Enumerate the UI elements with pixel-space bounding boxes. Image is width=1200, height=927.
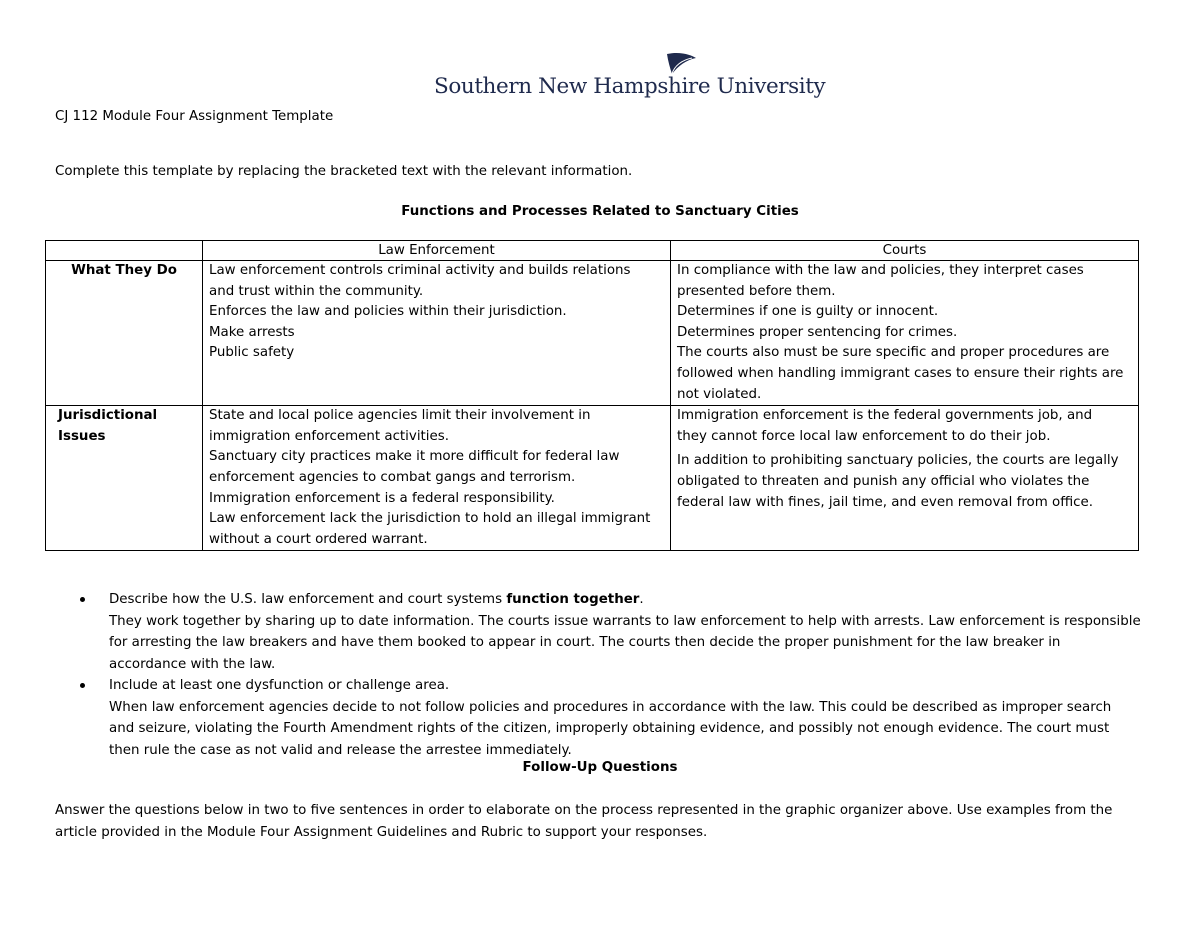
cell-line: Make arrests	[209, 324, 295, 340]
bullet-icon	[80, 683, 85, 688]
cell-line: In compliance with the law and policies, they interpret cases	[677, 263, 1084, 278]
header-cell-law-enforcement: Law Enforcement	[203, 241, 671, 261]
cell-line: Enforces the law and policies within their jurisdiction.	[209, 304, 567, 320]
university-logo	[434, 52, 826, 104]
table-row-what-they-do	[46, 261, 1139, 406]
organizer-table	[45, 240, 1139, 551]
followup-line: Answer the questions below in two to five sentences in order to elaborate on the process represented in the graphic organizer above. Use examples from the	[55, 803, 1113, 818]
table-header-row	[46, 241, 1139, 261]
answer-line: accordance with the law.	[109, 656, 276, 672]
followup-title: Follow-Up Questions	[522, 760, 678, 775]
cell-courts-what	[671, 261, 1139, 406]
cell-line: immigration enforcement activities.	[209, 428, 449, 444]
table-heading: Functions and Processes Related to Sanctuary Cities	[401, 204, 799, 219]
cell-line: Public safety	[209, 345, 295, 361]
answer-line: When law enforcement agencies decide to not follow policies and procedures in accordance with the law. This could be described as improper search	[109, 699, 1112, 715]
cell-line: The courts also must be sure specific and proper procedures are	[677, 345, 1110, 361]
cell-line: Law enforcement lack the jurisdiction to hold an illegal immigrant	[209, 511, 651, 527]
table-row-jurisdictional-issues	[46, 406, 1139, 551]
header-cell-courts: Courts	[671, 241, 1139, 261]
cell-law-enforcement-what	[203, 261, 671, 406]
cell-line: without a court ordered warrant.	[209, 531, 428, 547]
row-label-what-they-do: What They Do	[46, 261, 203, 406]
list-item	[55, 675, 1155, 761]
cell-line: Immigration enforcement is a federal responsibility.	[209, 490, 555, 506]
cell-line: obligated to threaten and punish any official who violates the	[677, 473, 1090, 489]
followup-line: article provided in the Module Four Assignment Guidelines and Rubric to support your responses.	[55, 824, 708, 840]
cell-line: federal law with fines, jail time, and even removal from office.	[677, 494, 1094, 510]
cell-line: Immigration enforcement is the federal governments job, and	[677, 408, 1093, 424]
list-item	[55, 589, 1155, 675]
cell-line: not violated.	[677, 386, 762, 402]
cell-line: Sanctuary city practices make it more difficult for federal law	[209, 449, 620, 465]
answer-line: for arresting the law breakers and have them booked to appear in court. The courts then decide the proper punishment for the law breaker in	[109, 635, 1061, 650]
logo-text: Southern New Hampshire University	[434, 74, 826, 99]
cell-line: State and local police agencies limit their involvement in	[209, 408, 591, 424]
cell-line: enforcement agencies to combat gangs and terrorism.	[209, 469, 576, 485]
answer-line: and seizure, violating the Fourth Amendment rights of the citizen, improperly obtaining evidence, and possibly not enough evidence. The court must	[109, 721, 1110, 736]
cell-line: they cannot force local law enforcement to do their job.	[677, 428, 1051, 444]
cell-line: followed when handling immigrant cases to ensure their rights are	[677, 365, 1124, 381]
prompt-suffix: .	[639, 592, 644, 607]
prompt-bold-text: function together	[506, 592, 640, 607]
cell-law-enforcement-jurisdiction	[203, 406, 671, 551]
cell-line: and trust within the community.	[209, 283, 424, 299]
cell-line: Determines if one is guilty or innocent.	[677, 304, 939, 320]
answer-line: They work together by sharing up to date information. The courts issue warrants to law enforcement to help with arrests. Law enforcement is responsible	[109, 613, 1141, 629]
prompt-text: Include at least one dysfunction or challenge area.	[109, 678, 450, 693]
row-label-jurisdictional-issues: Jurisdictional Issues	[46, 406, 203, 551]
document-title: CJ 112 Module Four Assignment Template	[55, 109, 334, 124]
cell-line: Law enforcement controls criminal activity and builds relations	[209, 263, 631, 278]
followup-text	[55, 800, 1135, 843]
header-cell-empty	[46, 241, 203, 261]
bullet-list	[55, 589, 1155, 761]
cell-line: Determines proper sentencing for crimes.	[677, 324, 958, 340]
bullet-prompt	[109, 589, 1155, 611]
cell-line: presented before them.	[677, 283, 836, 299]
cell-courts-jurisdiction	[671, 406, 1139, 551]
prompt-text: Describe how the U.S. law enforcement and court systems	[109, 592, 507, 607]
cell-line: In addition to prohibiting sanctuary policies, the courts are legally	[677, 453, 1119, 469]
bullet-prompt	[109, 675, 1155, 697]
answer-line: then rule the case as not valid and release the arrestee immediately.	[109, 742, 572, 758]
instructions-text: Complete this template by replacing the bracketed text with the relevant information.	[55, 164, 633, 179]
bullet-icon	[80, 597, 85, 602]
